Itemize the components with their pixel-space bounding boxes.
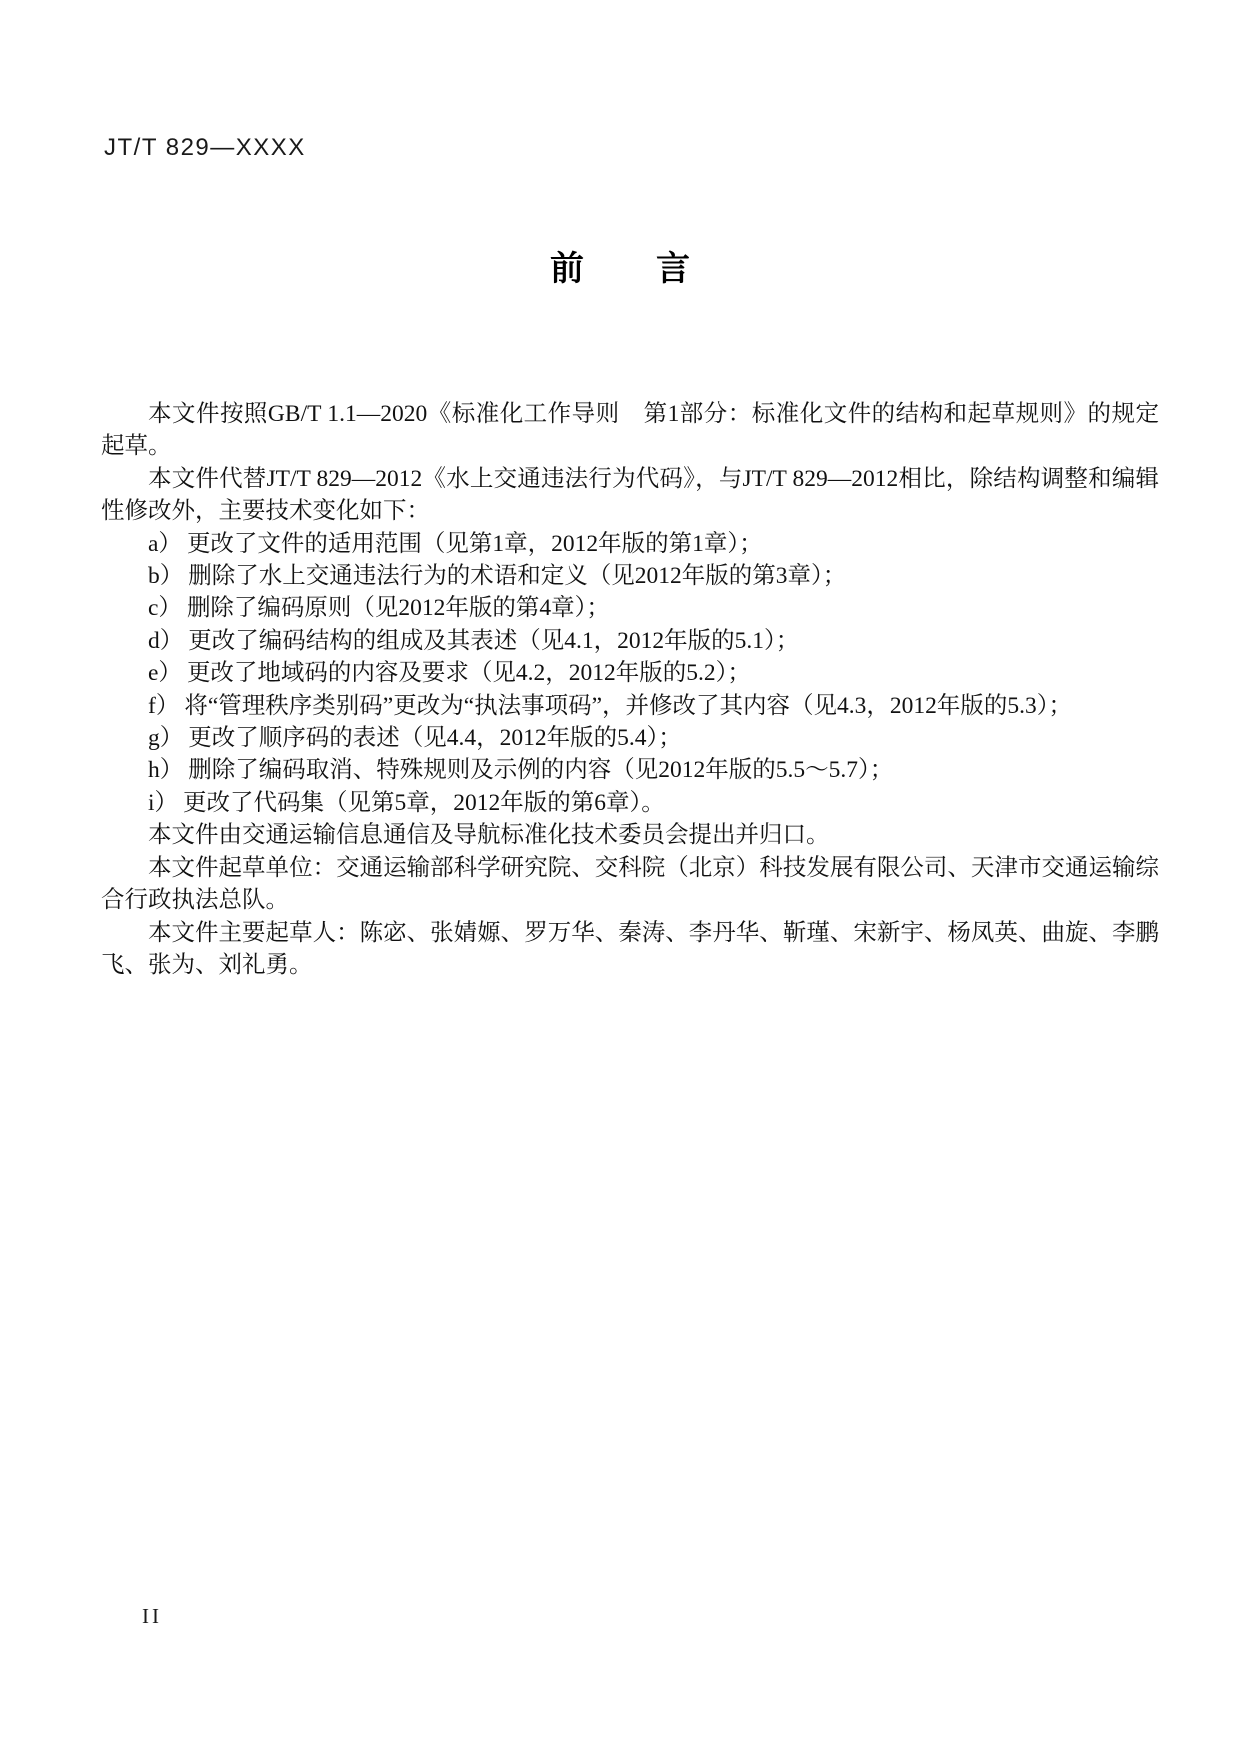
paragraph-committee: 本文件由交通运输信息通信及导航标准化技术委员会提出并归口。 (148, 822, 830, 849)
paragraph-drafting-basis: 本文件按照GB/T 1.1—2020《标准化工作导则 第1部分：标准化文件的结构和起草规则》的规定起草。 (101, 401, 1159, 460)
change-item-text: 更改了文件的适用范围（见第1章，2012年版的第1章）； (186, 530, 763, 557)
change-item-marker: g） (148, 725, 184, 752)
change-item-text: 更改了编码结构的组成及其表述（见4.1，2012年版的5.1）； (188, 627, 800, 654)
change-item-i (101, 787, 1159, 819)
change-item-text: 将“管理秩序类别码”更改为“执法事项码”，并修改了其内容（见4.3，2012年版的5.3）； (184, 692, 1073, 719)
change-item-d (101, 625, 1159, 657)
change-item-text: 删除了编码原则（见2012年版的第4章）； (186, 595, 610, 622)
document-code-header: JT/T 829—XXXX (104, 134, 306, 161)
change-item-marker: i） (148, 789, 179, 816)
foreword-title (0, 241, 1240, 290)
paragraph-drafting-units: 本文件起草单位：交通运输部科学研究院、交科院（北京）科技发展有限公司、天津市交通运输综合行政执法总队。 (101, 854, 1159, 914)
change-item-marker: d） (148, 627, 184, 654)
change-item-b (101, 560, 1159, 592)
change-item-h (101, 754, 1159, 786)
change-item-text: 删除了编码取消、特殊规则及示例的内容（见2012年版的5.5～5.7）； (188, 757, 894, 784)
change-item-e (101, 657, 1159, 689)
change-item-a (101, 528, 1159, 560)
change-item-marker: a） (148, 530, 182, 557)
change-item-f (101, 690, 1159, 722)
foreword-title-char-1: 前 (550, 250, 584, 288)
change-item-marker: e） (148, 660, 182, 687)
foreword-title-char-2: 言 (656, 250, 690, 288)
change-item-c (101, 592, 1159, 624)
change-item-text: 更改了代码集（见第5章，2012年版的第6章）。 (183, 789, 665, 816)
change-item-text: 更改了顺序码的表述（见4.4，2012年版的5.4）； (188, 725, 682, 752)
change-item-marker: h） (148, 757, 184, 784)
change-item-marker: f） (148, 692, 180, 719)
change-item-marker: b） (148, 563, 184, 590)
paragraph-replacement-note: 本文件代替JT/T 829—2012《水上交通违法行为代码》，与JT/T 829—2012相比，除结构调整和编辑性修改外，主要技术变化如下： (101, 465, 1159, 525)
change-item-text: 删除了水上交通违法行为的术语和定义（见2012年版的第3章）； (188, 563, 847, 590)
change-item-marker: c） (148, 595, 182, 622)
paragraph-drafters: 本文件主要起草人：陈宓、张婧嫄、罗万华、秦涛、李丹华、靳瑾、宋新宇、杨凤英、曲旋、李鹏飞、张为、刘礼勇。 (101, 919, 1159, 978)
foreword-body (101, 398, 1159, 981)
change-item-g (101, 722, 1159, 754)
change-item-text: 更改了地域码的内容及要求（见4.2，2012年版的5.2）； (186, 660, 751, 687)
page-number: II (142, 1604, 162, 1628)
